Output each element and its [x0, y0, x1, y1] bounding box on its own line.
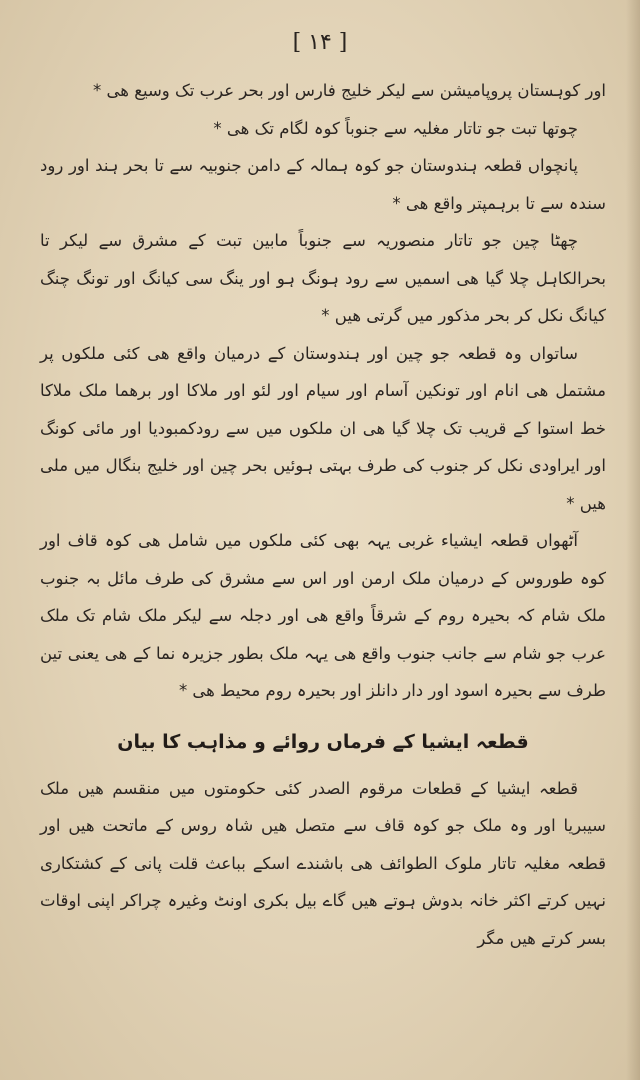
page-number: [ ۱۴ ]	[292, 30, 348, 55]
section-heading: قطعہ ایشیا کے فرماں روائے و مذاہب کا بیان	[117, 730, 529, 753]
paragraph-sixth-region: چھٹا چین جو تاتار منصوریہ سے جنوباً مابین تبت کے مشرق سے لیکر تا بحرالکاہل چلا گیا ھی اسمیں سے رود ہونگ ہو اور ینگ سی کیانگ اور تونگ چنگ کیانگ نکل کر بحر مذکور میں گرتی ھیں *	[40, 231, 606, 325]
paragraph-fifth-region: پانچواں قطعہ ہندوستان جو کوہ ہمالہ کے دامن جنوبیہ سے تا بحر ہند اور رود سندہ سے تا برہمپتر واقع ھی *	[40, 156, 606, 213]
page-edge-shadow	[626, 0, 640, 1080]
paragraph-continuation: اور کوہستان پروپامیشن سے لیکر خلیج فارس اور بحر عرب تک وسیع ھی *	[93, 81, 606, 100]
paragraph-fourth-region: چوتھا تبت جو تاتار مغلیہ سے جنوباً کوہ لگام تک ھی *	[213, 118, 578, 138]
body-text	[40, 72, 606, 957]
paragraph-seventh-region: ساتواں وہ قطعہ جو چین اور ہندوستان کے درمیان واقع ھی کئی ملکوں پر مشتمل ھی انام اور تونکین آسام اور سیام اور لئو اور ملاکا اور برھما ملک ملاکا خط استوا کے قریب تک چلا گیا ھی ان ملکوں میں سے رودکمبودیا اور مائی کونگ اور ایراودی نکل کر جنوب کی طرف بہتی ہوئیں بحر چین اور خلیج بنگال میں ملی ھیں *	[40, 343, 606, 513]
paragraph-eighth-region: آٹھواں قطعہ ایشیاء غربی یہہ بھی کئی ملکوں میں شامل ھی کوہ قاف اور کوہ طوروس کے درمیان ملک ارمن اور اس سے مشرق کی طرف مائل بہ جنوب ملک شام کہ بحیرہ روم کے شرقاً واقع ھی اور دجلہ سے لیکر ملک شام تک ملک عرب جو شام سے جانب جنوب واقع ھی یہہ ملک بطور جزیرہ نما کے ھی یعنی تین طرف سے بحیرہ اسود اور دار دانلز اور بحیرہ روم محیط ھی *	[40, 531, 606, 700]
paragraph-rulers: قطعہ ایشیا کے قطعات مرقوم الصدر کئی حکومتوں میں منقسم ھیں ملک سیبریا اور وہ ملک جو کوہ قاف سے متصل ھیں شاہ روس کے ماتحت ھیں اور قطعہ مغلیہ تاتار ملوک الطوائف ھی باشندے اسکے بباعث قلت پانی کے کشتکاری نہیں کرتے اکثر خانہ بدوش ہوتے ھیں گاے بیل بکری اونٹ وغیرہ چراکر اپنی اوقات بسر کرتے ھیں مگر	[40, 778, 606, 948]
